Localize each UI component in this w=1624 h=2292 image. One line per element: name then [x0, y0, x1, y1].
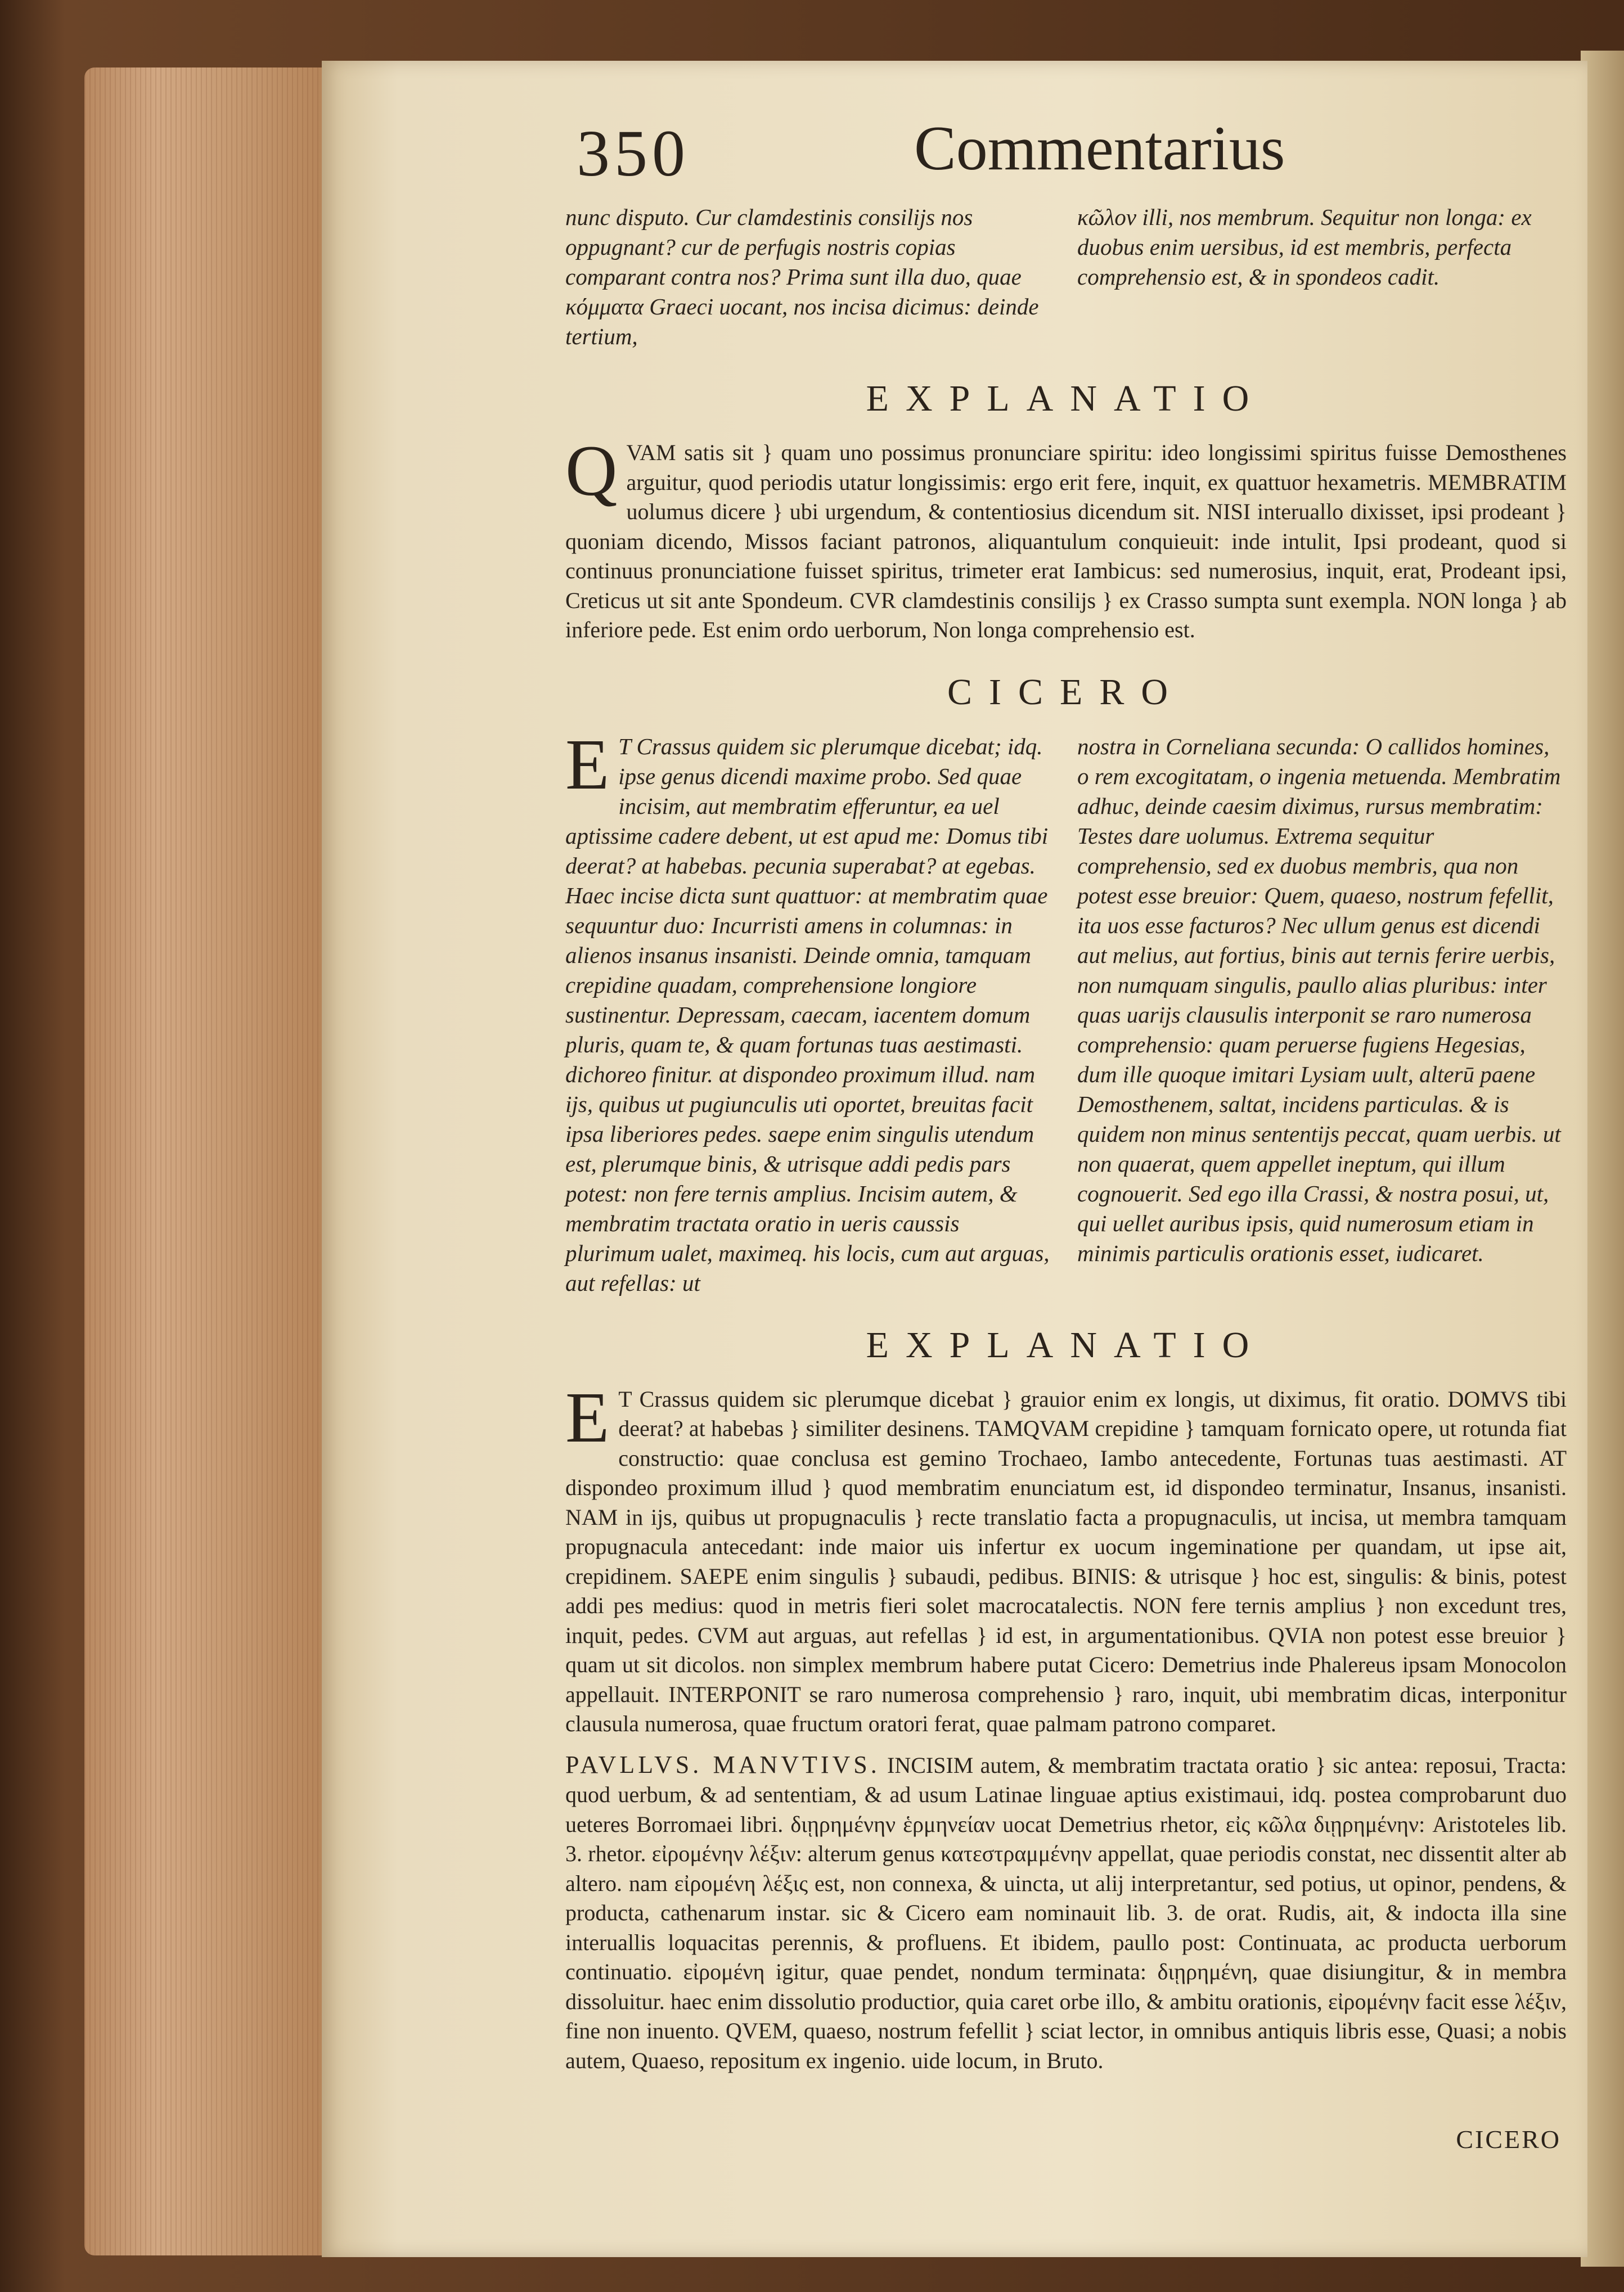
top-text-left: nunc disputo. Cur clamdestinis consilijs nos oppugnant? cur de perfugis nostris copias comparant contra nos? Prima sunt illa duo, quae κόμματα Graeci uocant, nos incisa dicimus: deinde tertium,	[565, 204, 1039, 349]
cicero-right-column	[1077, 732, 1567, 1298]
cicero-right-text: nostra in Corneliana secunda: O callidos homines, o rem excogitatam, o ingenia metuenda. Membratim adhuc, deinde caesim diximus, rursus membratim: Testes dare uolumus. Extrema sequitur comprehensio, sed ex duobus membris, qua non potest esse breuior: Quem, quaeso, nostrum fefellit, ita uos esse facturos? Nec ullum genus est dicendi aut melius, aut fortius, binis aut ternis ferire uerbis, non numquam singulis, paullo alias pluribus: inter quas uarijs clausulis interponit se raro numerosa comprehensio: quam peruerse fugiens Hegesias, dum ille quoque imitari Lysiam uult, alterū paene Demosthenem, saltat, incidens particulas. & is quidem non minus sententijs peccat, quam uerbis. ut non quaerat, quem appellet ineptum, qui illum cognouerit. Sed ego illa Crassi, & nostra posui, ut, qui uellet auribus ipsis, quid numerosum etiam in minimis particulis orationis esset, iudicaret.	[1077, 733, 1561, 1266]
explanatio-1-text	[565, 431, 1567, 645]
dropcap: Q	[565, 431, 618, 511]
explanatio-1-body: VAM satis sit } quam uno possimus pronunciare spiritu: ideo longissimi spiritus fuisse Demosthenes arguitur, quod periodis utatur longissimis: ergo erit fere, inquit, ex quattuor hexametris. MEMBRATIM uolumus dicere } ubi urgendum, & contentiosius dicendum sit. NISI interuallo dixisset, ipsi prodeant } quoniam dicendo, Missos faciant patronos, aliquantulum conquieuit: inde intulit, Ipsi prodeant, quod si continuus pronunciatione fuisset spiritus, trimeter erat Iambicus: sed numerosius, inquit, erat, Prodeant ipsi, Creticus ut sit ante Spondeum. CVR clamdestinis consilijs } ex Crasso sumpta sunt exempla. NON longa } ab inferiore pede. Est enim ordo uerborum, Non longa comprehensio est.	[565, 440, 1567, 642]
dropcap: E	[565, 1377, 610, 1457]
top-text-right: κῶλον illi, nos membrum. Sequitur non longa: ex duobus enim uersibus, id est membris, perfecta comprehensio est, & in spondeos cadit.	[1077, 204, 1532, 290]
manutius-note	[565, 1750, 1567, 2076]
explanatio-2-text	[565, 1377, 1567, 1739]
catchword: CICERO	[1456, 2125, 1561, 2154]
running-head	[565, 114, 1567, 202]
cicero-left-text: T Crassus quidem sic plerumque dicebat; idq. ipse genus dicendi maxime probo. Sed quae incisim, aut membratim efferuntur, ea uel aptissime cadere debent, ut est apud me: Domus tibi deerat? at habebas. pecunia superabat? at egebas. Haec incise dicta sunt quattuor: at membratim quae sequuntur duo: Incurristi amens in columnas: in alienos insanus insanisti. Deinde omnia, tamquam crepidine quadam, comprehensione longiore sustinentur. Depressam, caecam, iacentem domum pluris, quam te, & quam fortunas tuas aestimasti. dichoreo finitur. at dispondeo proximum illud. nam ijs, quibus ut pugiunculis uti oportet, breuitas facit ipsa liberiores pedes. saepe enim singulis utendum est, plerumque binis, & utrisque addi pedis pars potest: non fere ternis amplius. Incisim autem, & membratim tractata oratio in ueris caussis plurimum ualet, maximeq. his locis, cum aut arguas, aut refellas: ut	[565, 733, 1050, 1296]
cicero-columns	[565, 724, 1567, 1298]
section-heading-explanatio-2: EXPLANATIO	[866, 1324, 1266, 1366]
section-heading-explanatio-1: EXPLANATIO	[866, 378, 1266, 419]
manutius-heading: PAVLLVS. MANVTIVS.	[565, 1750, 880, 1778]
manutius-text: INCISIM autem, & membratim tractata oratio } sic antea: reposui, Tracta: quod uerbum, & ad sententiam, & ad usum Latinae linguae aptius existimaui, idq. postea comprobarunt duo ueteres Borromaei libri. διῃρημένην ἑρμηνείαν uocat Demetrius rhetor, εἰς κῶλα διῃρημένην: Aristoteles lib. 3. rhetor. εἰρομένην λέξιν: alterum genus κατεστραμμένην appellat, quae periodis constat, nec dissentit alter ab altero. nam εἰρομένη λέξις est, non connexa, & uincta, ut alij interpretantur, sed potius, ut opinor, pendens, & producta, cathenarum instar. sic & Cicero eam nominauit lib. 3. de orat. Rudis, ait, & indocta illa sine interuallis loquacitas perennis, & profluens. Et ibidem, paullo post: Continuata, ac producta uerborum continuatio. εἰρομένη igitur, quae pendet, nondum terminata: διῃρημένη, quae disiungitur, & in membra dissoluitur. haec enim dissolutio productior, quia caret orbe illo, & ambitu orationis, εἰρομένην facit esse λέξιν, fine non inuento. QVEM, quaeso, nostrum fefellit } sciat lector, in omnibus antiquis libris esse, Quasi; a nobis autem, Quaeso, repositum ex ingenio. uide locum, in Bruto.	[565, 1752, 1567, 2073]
top-text-columns	[565, 202, 1567, 352]
dropcap: E	[565, 724, 610, 804]
running-title: Commentarius	[914, 114, 1285, 183]
page-edges	[84, 67, 326, 2255]
cicero-left-column	[565, 724, 1055, 1298]
page-content	[565, 114, 1567, 2222]
page-number: 350	[577, 116, 690, 190]
section-heading-cicero: CICERO	[947, 671, 1185, 713]
explanatio-2-body: T Crassus quidem sic plerumque dicebat } grauior enim ex longis, ut diximus, fit oratio. DOMVS tibi deerat? at habebas } similiter desinens. TAMQVAM crepidine } tamquam fornicato opere, ut rotunda fiat constructio: quae conclusa est gemino Trochaeo, Iambo antecedente, Fortunas tuas aestimasti. AT dispondeo proximum illud } quod membratim enunciatum est, id dispondeo terminatur, Insanus, insanisti. NAM in ijs, quibus ut propugnaculis } recte translatio facta a propugnaculis, ut incisa, ut membra tamquam propugnacula antecedant: inde maior uis infertur ex uocum ingeminatione per quandam, ut ipse ait, crepidinem. SAEPE enim singulis } subaudi, pedibus. BINIS: & utrisque } hoc est, singulis: & binis, potest addi pes medius: quod in metris fieri solet macrocatalectis. NON fere ternis amplius } non excedunt tres, inquit, pedes. CVM aut arguas, aut refellas } id est, in argumentationibus. QVIA non potest esse breuior } quam ut sit dicolos. non simplex membrum habere putat Cicero: Demetrius inde Phalereus ipsam Monocolon appellauit. INTERPONIT se raro numerosa comprehensio } raro, inquit, ubi membratim dicas, interponitur clausula numerosa, quae fructum oratori ferat, quae palmam patrono comparet.	[565, 1386, 1567, 1736]
